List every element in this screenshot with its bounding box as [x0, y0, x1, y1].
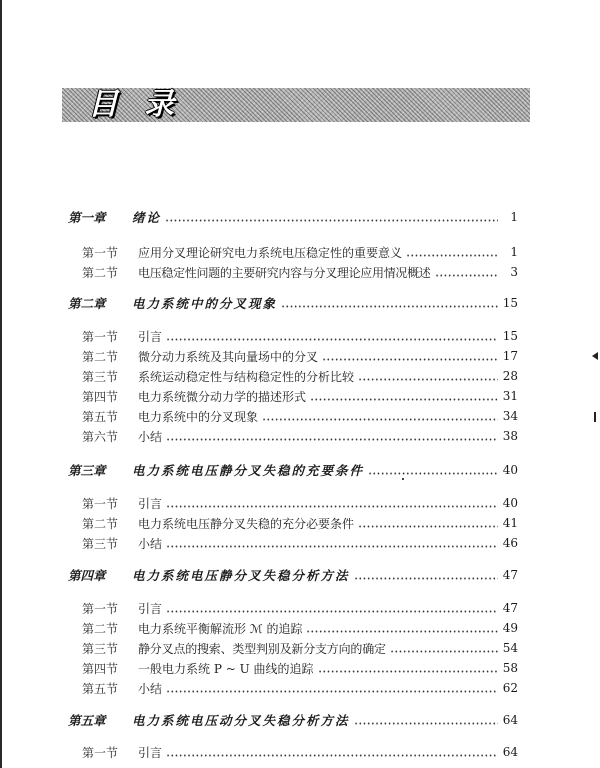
section-title: 一般电力系统 P ~ U 曲线的追踪: [138, 661, 314, 676]
dot-leader: [166, 603, 498, 613]
section-number: 第二节: [82, 621, 119, 636]
dot-leader: [368, 465, 498, 475]
toc-section[interactable]: [82, 534, 518, 552]
section-number: 第六节: [82, 429, 119, 444]
toc-section[interactable]: [82, 599, 518, 617]
chapter-title: 电力系统电压静分叉失稳的充要条件: [132, 463, 365, 478]
chapter-title: 电力系统电压动分叉失稳分析方法: [132, 713, 350, 728]
section-number: 第一节: [82, 329, 119, 344]
chapter-number: 第一章: [68, 210, 106, 225]
dot-leader: [358, 371, 498, 381]
section-title: 电压稳定性问题的主要研究内容与分叉理论应用情况概述: [138, 265, 431, 280]
section-title: 静分叉点的搜索、类型判别及新分支方向的确定: [138, 641, 386, 656]
section-title: 小结: [138, 429, 163, 444]
page-number: 15: [502, 296, 518, 310]
dot-leader: [166, 683, 498, 693]
toc-chapter[interactable]: [68, 711, 518, 729]
page-number: 54: [502, 641, 518, 655]
toc-chapter[interactable]: [68, 294, 518, 312]
page-number: 58: [502, 661, 518, 675]
chapter-number: 第三章: [68, 463, 106, 478]
page-number: 47: [502, 601, 518, 615]
toc-chapter[interactable]: [68, 208, 518, 226]
section-title: 系统运动稳定性与结构稳定性的分析比较: [138, 369, 355, 384]
toc-section[interactable]: [82, 619, 518, 637]
section-number: 第四节: [82, 389, 119, 404]
toc-section[interactable]: [82, 243, 518, 261]
dot-leader: [354, 715, 498, 725]
section-title: 引言: [138, 601, 163, 616]
chapter-title: 电力系统中的分叉现象: [132, 296, 278, 311]
chapter-number: 第二章: [68, 296, 106, 311]
page-number: 1: [510, 245, 518, 259]
section-number: 第四节: [82, 661, 119, 676]
section-number: 第二节: [82, 265, 119, 280]
dot-leader: [166, 498, 498, 508]
toc-section[interactable]: [82, 387, 518, 405]
dot-leader: [435, 267, 498, 277]
section-number: 第一节: [82, 745, 119, 760]
section-title: 引言: [138, 329, 163, 344]
section-title: 应用分叉理论研究电力系统电压稳定性的重要意义: [138, 245, 403, 260]
page-number: 15: [502, 329, 518, 343]
dot-leader: [166, 747, 498, 757]
page-number: 49: [502, 621, 518, 635]
section-number: 第三节: [82, 536, 119, 551]
page-number: 1: [510, 210, 518, 224]
section-number: 第五节: [82, 409, 119, 424]
toc-chapter[interactable]: [68, 461, 518, 479]
dot-leader: [322, 351, 498, 361]
dot-leader: [406, 247, 498, 257]
dot-leader: [166, 431, 498, 441]
dot-leader: [166, 331, 498, 341]
page-number: 34: [502, 409, 518, 423]
section-number: 第三节: [82, 369, 119, 384]
section-title: 电力系统中的分叉现象: [138, 409, 259, 424]
section-number: 第二节: [82, 349, 119, 364]
dot-leader: [318, 663, 498, 673]
section-number: 第三节: [82, 641, 119, 656]
chapter-number: 第四章: [68, 568, 106, 583]
toc-section[interactable]: [82, 263, 518, 281]
section-number: 第一节: [82, 245, 119, 260]
dot-leader: [306, 623, 498, 633]
section-number: 第二节: [82, 516, 119, 531]
toc-section[interactable]: [82, 743, 518, 761]
section-title: 电力系统微分动力学的描述形式: [138, 389, 307, 404]
chapter-number: 第五章: [68, 713, 106, 728]
toc-section[interactable]: [82, 367, 518, 385]
toc-section[interactable]: [82, 427, 518, 445]
page-number: 64: [502, 745, 518, 759]
dot-leader: [262, 411, 498, 421]
section-title: 小结: [138, 536, 163, 551]
page-number: 41: [502, 516, 518, 530]
toc-section[interactable]: [82, 679, 518, 697]
section-number: 第五节: [82, 681, 119, 696]
dot-leader: [166, 538, 498, 548]
page-number: 31: [502, 389, 518, 403]
page-number: 40: [502, 496, 518, 510]
page-number: 64: [502, 713, 518, 727]
chapter-title: 绪论: [132, 210, 162, 225]
page-number: 3: [510, 265, 518, 279]
toc-section[interactable]: [82, 494, 518, 512]
toc-section[interactable]: [82, 514, 518, 532]
dot-leader: [165, 212, 498, 222]
section-number: 第一节: [82, 496, 119, 511]
page-title: 目录: [88, 87, 200, 122]
section-title: 引言: [138, 496, 163, 511]
toc-section[interactable]: [82, 347, 518, 365]
dot-leader: [281, 298, 498, 308]
section-title: 电力系统电压静分叉失稳的充分必要条件: [138, 516, 355, 531]
section-title: 引言: [138, 745, 163, 760]
page-number: 40: [502, 463, 518, 477]
page-number: 28: [502, 369, 518, 383]
toc-section[interactable]: [82, 639, 518, 657]
section-title: 微分动力系统及其向量场中的分叉: [138, 349, 319, 364]
page-number: 38: [502, 429, 518, 443]
page-number: 17: [502, 349, 518, 363]
toc-section[interactable]: [82, 407, 518, 425]
dot-leader: [390, 643, 498, 653]
dot-leader: [358, 518, 498, 528]
section-number: 第一节: [82, 601, 119, 616]
dot-leader: [354, 570, 498, 580]
scan-margin-arrow-mark: [592, 352, 598, 360]
dot-leader: [310, 391, 498, 401]
toc-section[interactable]: [82, 327, 518, 345]
page-number: 46: [502, 536, 518, 550]
page-number: 47: [502, 568, 518, 582]
scan-speck: [402, 478, 404, 480]
chapter-title: 电力系统电压静分叉失稳分析方法: [132, 568, 350, 583]
toc-section[interactable]: [82, 659, 518, 677]
toc-chapter[interactable]: [68, 566, 518, 584]
section-title: 电力系统平衡解流形 ℳ 的追踪: [138, 621, 303, 636]
section-title: 小结: [138, 681, 163, 696]
page-number: 62: [502, 681, 518, 695]
scan-margin-bar-mark: [594, 412, 596, 422]
